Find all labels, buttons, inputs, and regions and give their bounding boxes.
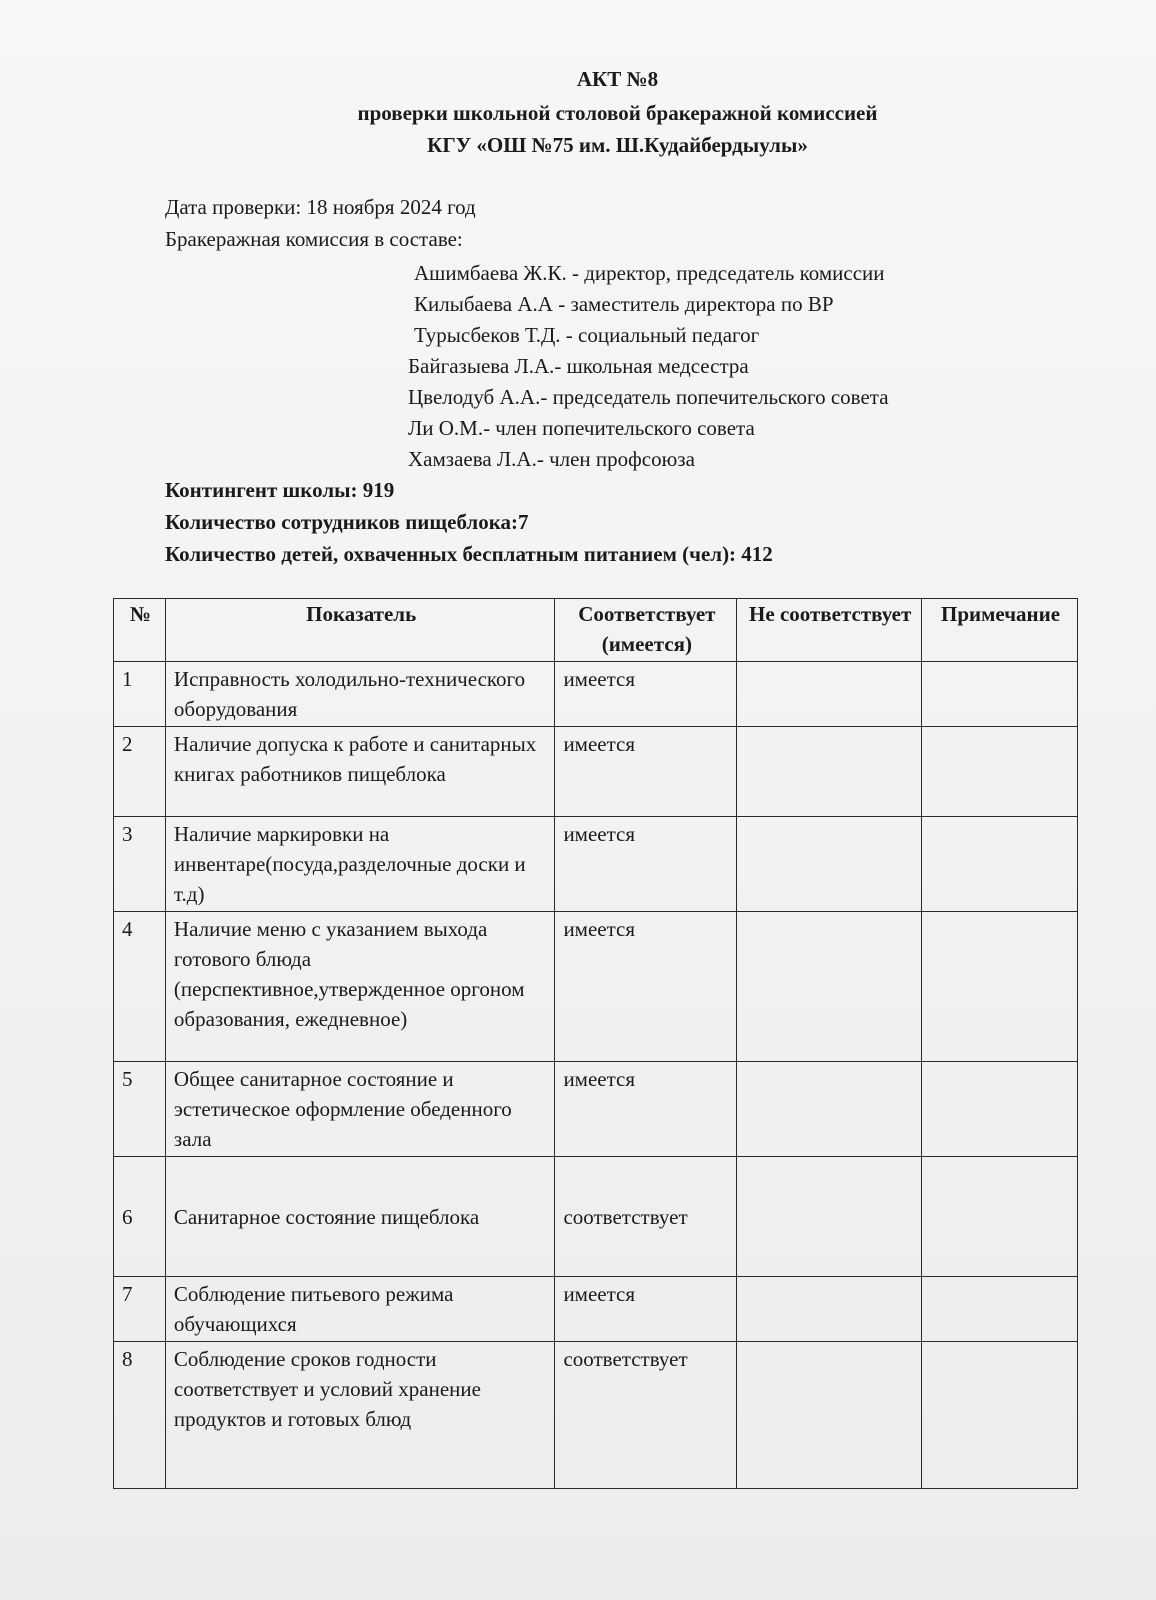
row-indicator: Соблюдение питьевого режима обучающихся [165, 1277, 555, 1342]
header-num: № [114, 599, 166, 662]
commission-member: Цвелодуб А.А.- председатель попечительского совета [408, 385, 889, 409]
row-compliant: имеется [555, 727, 737, 817]
table-row [114, 817, 1078, 912]
row-compliant: имеется [555, 912, 737, 1062]
table-header-row [114, 599, 1078, 662]
row-indicator: Наличие допуска к работе и санитарных книгах работников пищеблока [165, 727, 555, 817]
commission-member: Ашимбаева Ж.К. - директор, председатель комиссии [414, 261, 885, 285]
inspection-table [113, 598, 1078, 1489]
row-non-compliant [737, 1157, 922, 1277]
row-note [922, 727, 1078, 817]
row-compliant: соответствует [555, 1157, 737, 1277]
row-compliant: имеется [555, 1277, 737, 1342]
table-row [114, 1062, 1078, 1157]
row-non-compliant [737, 662, 922, 727]
row-compliant: соответствует [555, 1342, 737, 1489]
row-note [922, 1157, 1078, 1277]
table-row [114, 1277, 1078, 1342]
row-num: 3 [114, 817, 166, 912]
table-row [114, 662, 1078, 727]
row-note [922, 1062, 1078, 1157]
commission-member: Ли О.М.- член попечительского совета [408, 416, 755, 440]
header-compliant: Соответствует (имеется) [555, 599, 737, 662]
commission-member: Турысбеков Т.Д. - социальный педагог [414, 323, 760, 347]
table-row [114, 1342, 1078, 1489]
commission-label: Бракеражная комиссия в составе: [165, 227, 463, 251]
row-non-compliant [737, 1062, 922, 1157]
row-num: 2 [114, 727, 166, 817]
header-note: Примечание [922, 599, 1078, 662]
row-indicator: Наличие меню с указанием выхода готового блюда (перспективное,утвержденное оргоном образования, ежедневное) [165, 912, 555, 1062]
document-subtitle: проверки школьной столовой бракеражной комиссией [357, 101, 878, 125]
commission-member: Байгазыева Л.А.- школьная медсестра [408, 354, 749, 378]
row-num: 4 [114, 912, 166, 1062]
row-indicator: Исправность холодильно-технического оборудования [165, 662, 555, 727]
row-non-compliant [737, 912, 922, 1062]
school-contingent: Контингент школы: 919 [165, 478, 395, 502]
header-indicator: Показатель [165, 599, 555, 662]
row-compliant: имеется [555, 817, 737, 912]
row-non-compliant [737, 1342, 922, 1489]
document-title: АКТ №8 [576, 67, 659, 91]
organization-name: КГУ «ОШ №75 им. Ш.Кудайбердыулы» [427, 133, 808, 157]
row-non-compliant [737, 727, 922, 817]
commission-member: Хамзаева Л.А.- член профсоюза [408, 447, 695, 471]
row-indicator: Санитарное состояние пищеблока [165, 1157, 555, 1277]
header-non-compliant: Не соответствует [737, 599, 922, 662]
table-row [114, 912, 1078, 1062]
canteen-staff-count: Количество сотрудников пищеблока:7 [165, 510, 529, 534]
row-indicator: Соблюдение сроков годности соответствует и условий хранение продуктов и готовых блюд [165, 1342, 555, 1489]
row-note [922, 912, 1078, 1062]
row-num: 1 [114, 662, 166, 727]
row-num: 5 [114, 1062, 166, 1157]
row-non-compliant [737, 817, 922, 912]
row-num: 8 [114, 1342, 166, 1489]
row-non-compliant [737, 1277, 922, 1342]
row-num: 7 [114, 1277, 166, 1342]
commission-member: Килыбаева А.А - заместитель директора по ВР [414, 292, 834, 316]
row-indicator: Наличие маркировки на инвентаре(посуда,разделочные доски и т.д) [165, 817, 555, 912]
row-compliant: имеется [555, 662, 737, 727]
row-indicator: Общее санитарное состояние и эстетическое оформление обеденного зала [165, 1062, 555, 1157]
row-num: 6 [114, 1157, 166, 1277]
table-row [114, 1157, 1078, 1277]
row-note [922, 662, 1078, 727]
row-note [922, 1342, 1078, 1489]
inspection-date: Дата проверки: 18 ноября 2024 год [165, 195, 476, 219]
row-note [922, 1277, 1078, 1342]
row-note [922, 817, 1078, 912]
free-meals-count: Количество детей, охваченных бесплатным питанием (чел): 412 [165, 542, 773, 566]
row-compliant: имеется [555, 1062, 737, 1157]
table-row [114, 727, 1078, 817]
